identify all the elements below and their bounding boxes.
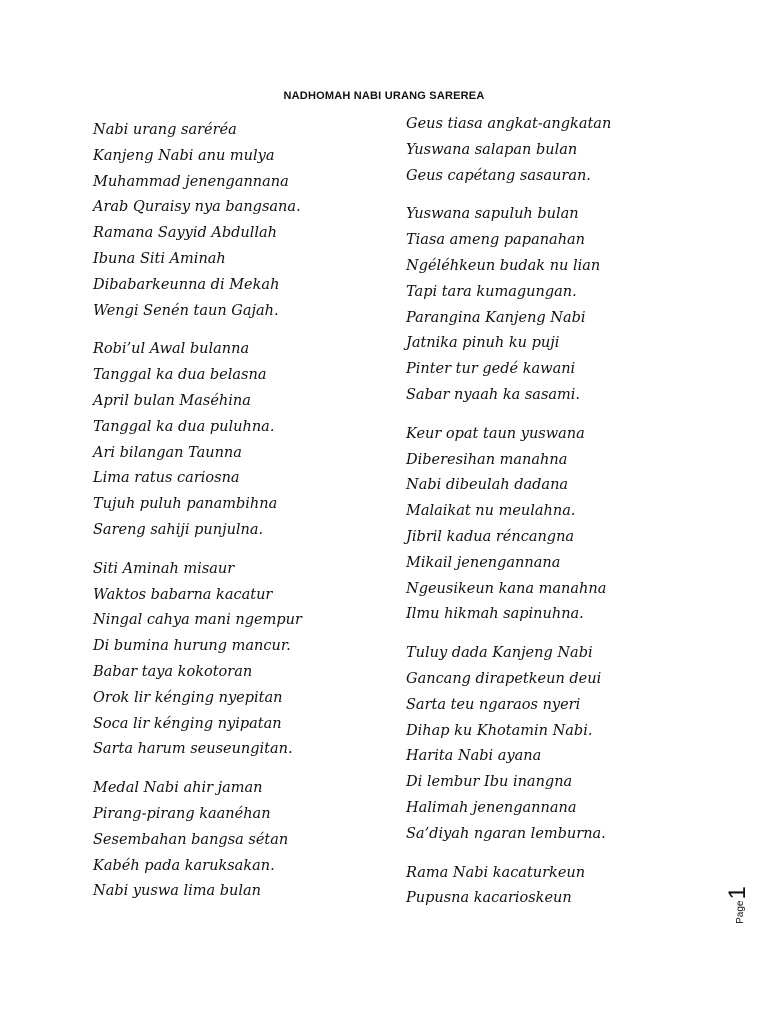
stanza bbox=[93, 337, 393, 543]
poem-line: Nabi urang saréréa bbox=[93, 122, 237, 138]
poem-line: Waktos babarna kacatur bbox=[93, 586, 273, 603]
poem-line: Orok lir kénging nyepitan bbox=[93, 689, 283, 706]
poem-line: Pupusna kacarioskeun bbox=[406, 890, 572, 907]
poem-line: Yuswana sapuluh bulan bbox=[406, 206, 579, 223]
poem-line: Nabi yuswa lima bulan bbox=[93, 883, 262, 900]
poem-line: Harita Nabi ayana bbox=[406, 748, 542, 765]
stanza bbox=[406, 112, 706, 189]
poem-line: April bulan Maséhina bbox=[93, 392, 251, 409]
poem-line: Halimah jenengannana bbox=[406, 799, 577, 816]
stanza bbox=[93, 118, 393, 324]
poem-line: Jatnika pinuh ku puji bbox=[406, 335, 560, 352]
poem-line: Ningal cahya mani ngempur bbox=[93, 612, 302, 629]
poem-line: Tapi tara kumagungan. bbox=[406, 283, 577, 300]
poem-line: Kanjeng Nabi anu mulya bbox=[93, 147, 275, 164]
poem-line: Tuluy dada Kanjeng Nabi bbox=[406, 645, 593, 662]
right-column bbox=[406, 112, 706, 925]
poem-line: Arab Quraisy nya bangsana. bbox=[93, 199, 301, 216]
stanza bbox=[93, 776, 393, 905]
page-digit: 1 bbox=[724, 886, 751, 900]
poem-line: Muhammad jenengannana bbox=[93, 173, 289, 190]
poem-line: Sareng sahiji punjulna. bbox=[93, 521, 264, 538]
page-number-rotated bbox=[700, 880, 750, 930]
poem-line: Lima ratus cariosna bbox=[93, 470, 240, 487]
stanza bbox=[406, 861, 706, 913]
poem-line: Sabar nyaah ka sasami. bbox=[406, 386, 581, 403]
poem-line: Sarta harum seuseungitan. bbox=[93, 741, 293, 758]
poem-line: Jibril kadua réncangna bbox=[406, 528, 575, 545]
poem-line: Ilmu hikmah sapinuhna. bbox=[406, 606, 584, 623]
poem-line: Keur opat taun yuswana bbox=[406, 425, 585, 442]
poem-line: Babar taya kokotoran bbox=[93, 663, 253, 680]
poem-line: Pirang-pirang kaanéhan bbox=[93, 805, 271, 822]
poem-line: Gancang dirapetkeun deui bbox=[406, 670, 602, 687]
poem-line: Geus capétang sasauran. bbox=[406, 167, 591, 184]
poem-line: Nabi dibeulah dadana bbox=[406, 477, 569, 494]
poem-line: Dihap ku Khotamin Nabi. bbox=[406, 722, 593, 739]
stanza bbox=[406, 202, 706, 408]
poem-line: Dibabarkeunna di Mekah bbox=[93, 276, 280, 293]
poem-line: Di lembur Ibu inangna bbox=[406, 774, 573, 791]
poem-line: Pinter tur gedé kawani bbox=[406, 361, 576, 378]
poem-line: Yuswana salapan bulan bbox=[406, 141, 578, 158]
left-column bbox=[93, 118, 393, 918]
page-label: Page bbox=[735, 900, 746, 924]
poem-line: Malaikat nu meulahna. bbox=[406, 503, 576, 520]
poem-line: Sarta teu ngaraos nyeri bbox=[406, 696, 581, 713]
stanza bbox=[93, 557, 393, 763]
poem-line: Ramana Sayyid Abdullah bbox=[93, 225, 278, 242]
poem-line: Medal Nabi ahir jaman bbox=[93, 780, 263, 797]
poem-line: Robi’ul Awal bulanna bbox=[93, 341, 250, 358]
page-title: NADHOMAH NABI URANG SAREREA bbox=[283, 90, 485, 102]
poem-line: Siti Aminah misaur bbox=[93, 560, 235, 577]
page-number bbox=[700, 880, 750, 930]
poem-line: Sa’diyah ngaran lemburna. bbox=[406, 825, 606, 842]
poem-line: Geus tiasa angkat-angkatan bbox=[406, 116, 612, 132]
stanza bbox=[406, 641, 706, 847]
poem-line: Rama Nabi kacaturkeun bbox=[406, 864, 586, 881]
poem-line: Tanggal ka dua belasna bbox=[93, 367, 267, 384]
poem-line: Mikail jenengannana bbox=[406, 554, 561, 571]
poem-line: Kabéh pada karuksakan. bbox=[93, 857, 275, 874]
poem-line: Wengi Senén taun Gajah. bbox=[93, 302, 279, 319]
poem-line: Soca lir kénging nyipatan bbox=[93, 715, 282, 732]
poem-line: Ngeusikeun kana manahna bbox=[406, 580, 607, 597]
poem-line: Di bumina hurung mancur. bbox=[93, 638, 291, 655]
poem-line: Tanggal ka dua puluhna. bbox=[93, 418, 275, 435]
poem-line: Tiasa ameng papanahan bbox=[406, 232, 586, 249]
stanza bbox=[406, 422, 706, 628]
poem-line: Ari bilangan Taunna bbox=[93, 444, 242, 461]
poem-line: Ibuna Siti Aminah bbox=[93, 250, 226, 267]
poem-line: Sesembahan bangsa sétan bbox=[93, 831, 289, 848]
poem-line: Tujuh puluh panambihna bbox=[93, 496, 278, 513]
poem-line: Diberesihan manahna bbox=[406, 451, 568, 468]
poem-line: Ngéléhkeun budak nu lian bbox=[406, 257, 601, 274]
poem-line: Parangina Kanjeng Nabi bbox=[406, 309, 586, 326]
